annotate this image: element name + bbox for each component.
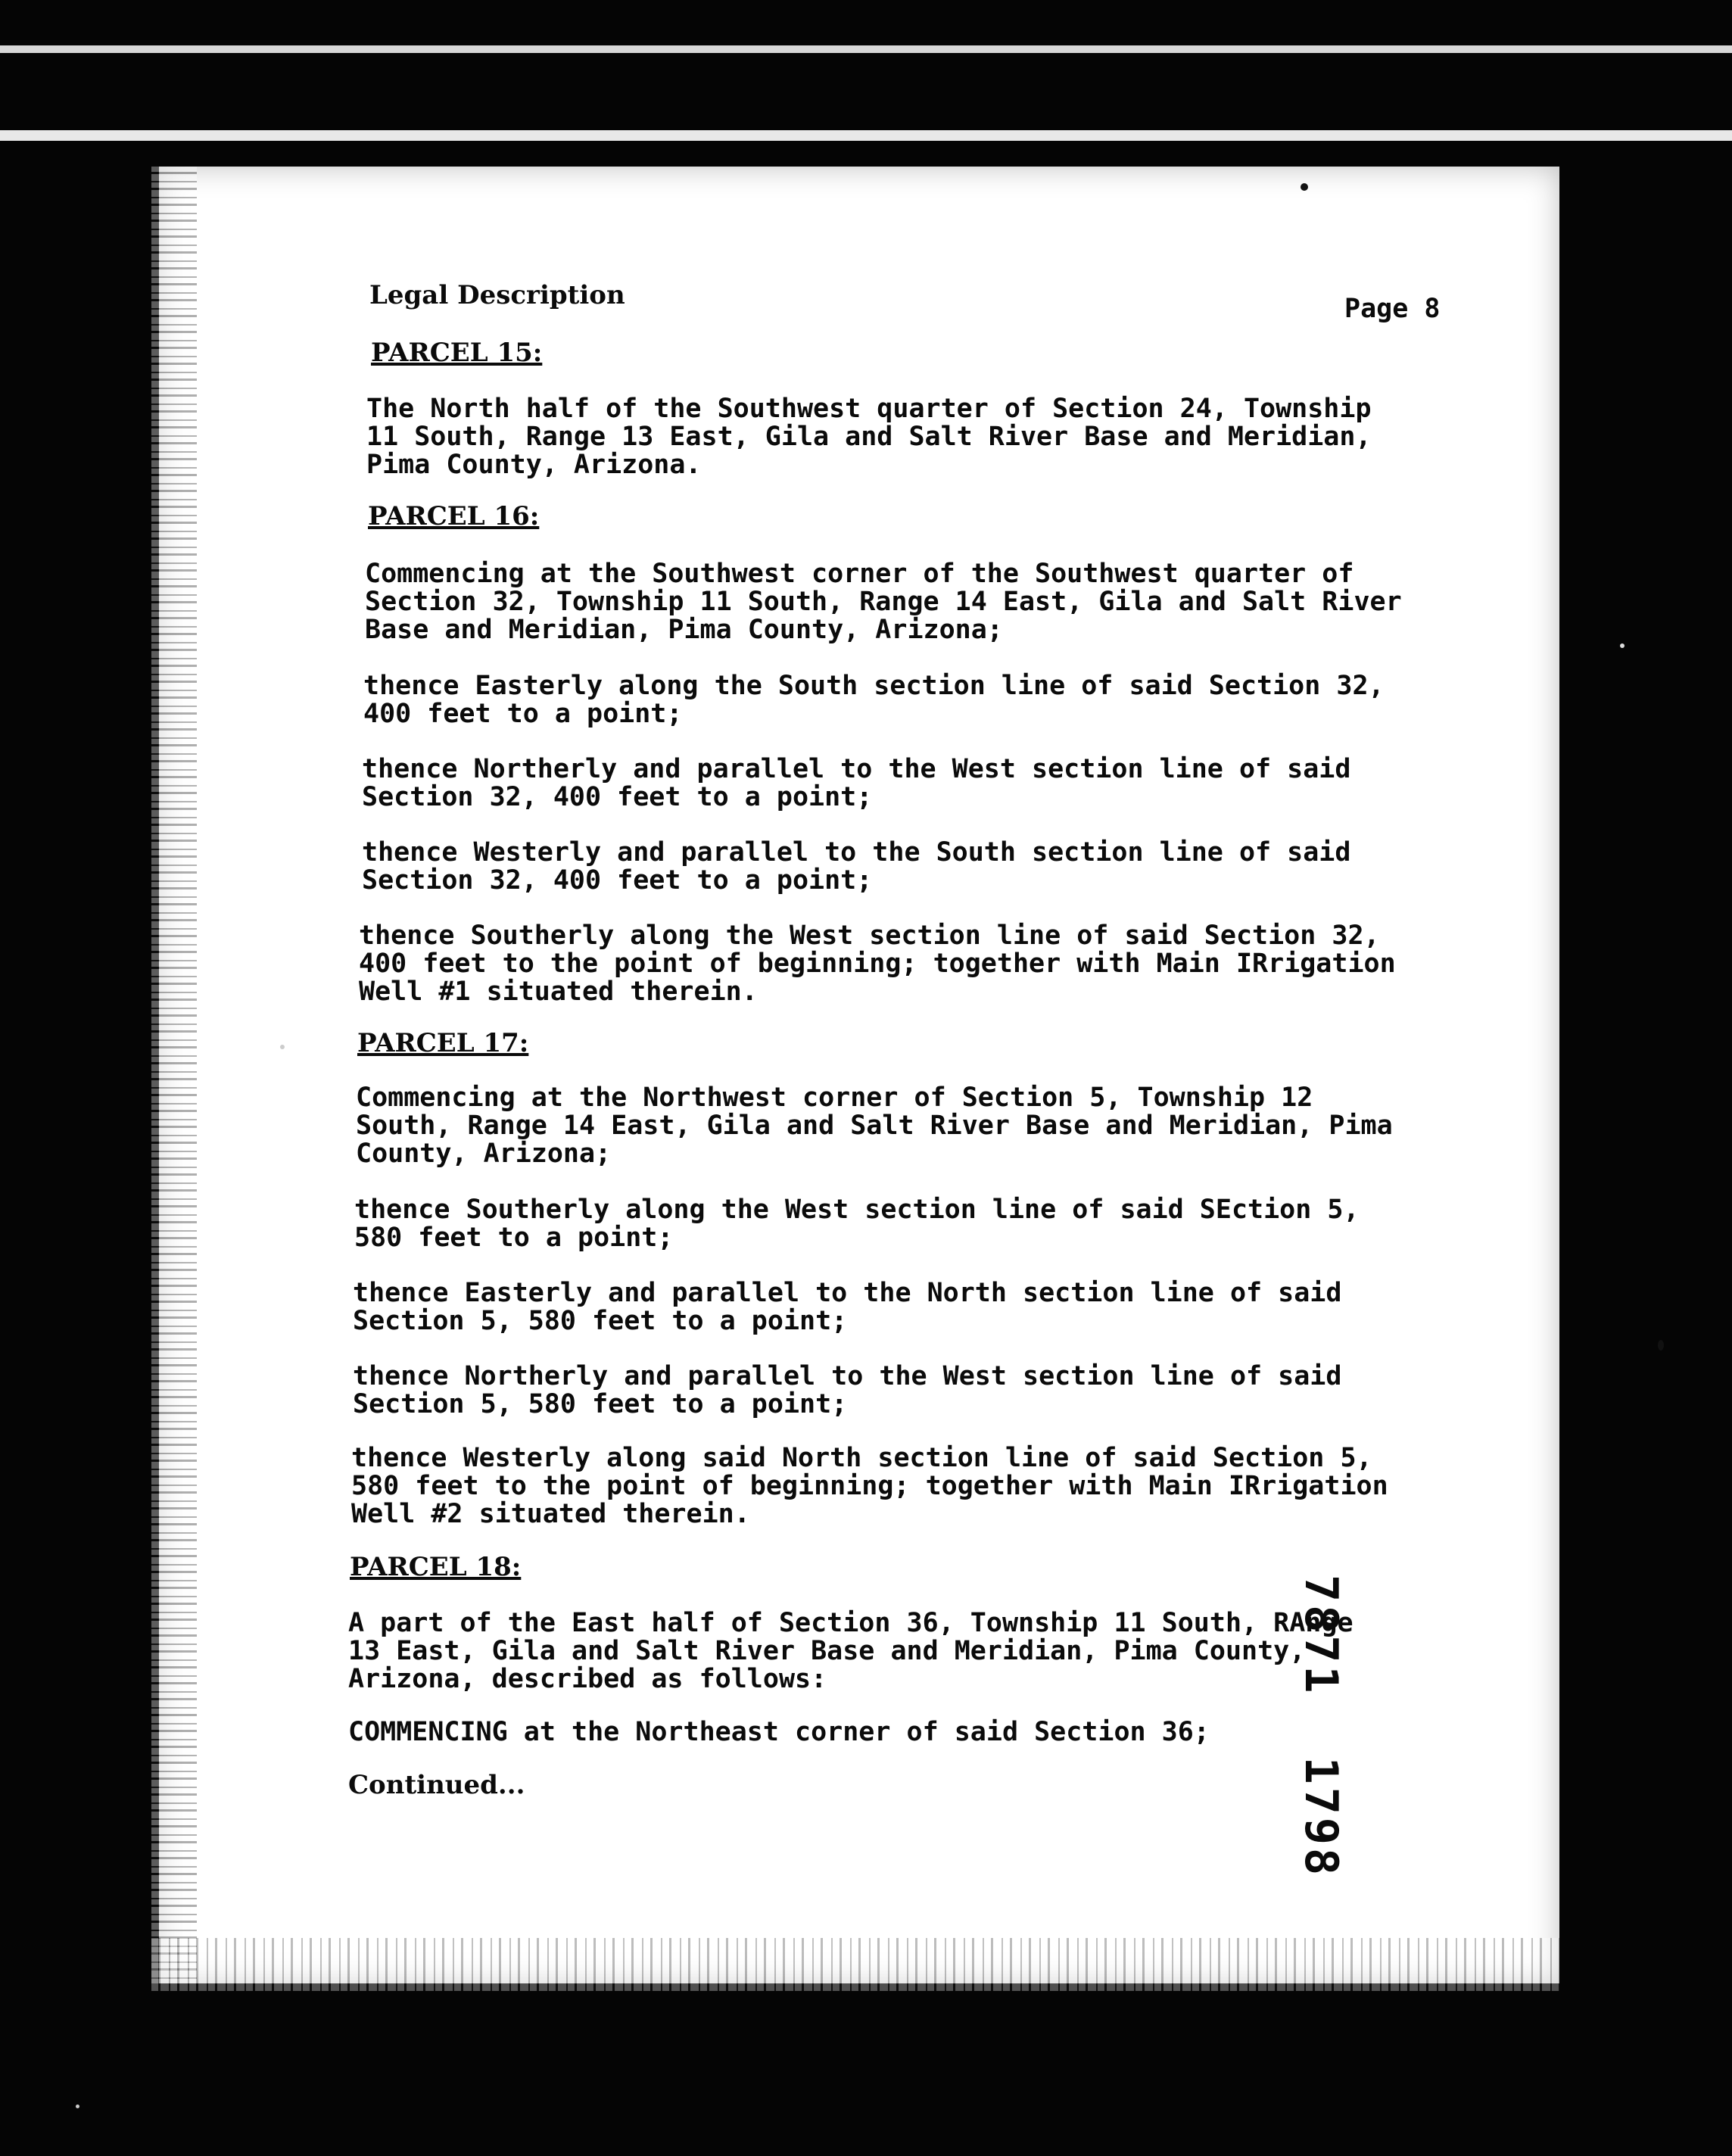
parcel-15-paragraph-1: The North half of the Southwest quarter of Section 24, Township 11 South, Range 13 East, Gila and Salt River Base and Meridian, Pima County, Arizona. [366,394,1372,480]
page-number: Page 8 [1344,294,1441,324]
parcel-16-paragraph-5: thence Southerly along the West section line of said Section 32, 400 feet to the point of beginning; together with Main IRrigation Well #1 situated therein. [359,921,1396,1007]
parcel-16-paragraph-2: thence Easterly along the South section line of said Section 32, 400 feet to a point; [363,671,1385,729]
scan-speck [1620,643,1625,648]
parcel-16-paragraph-3: thence Northerly and parallel to the West section line of said Section 32, 400 feet to a point; [362,754,1351,812]
parcel-16-paragraph-1: Commencing at the Southwest corner of the Southwest quarter of Section 32, Township 11 South, Range 14 East, Gila and Salt River Base and Meridian, Pima County, Arizona; [365,559,1402,645]
scan-border-top [0,45,1732,53]
scan-border-top-2 [0,130,1732,141]
page-edge-noise-bottom [151,1938,1559,1991]
parcel-17-paragraph-4: thence Northerly and parallel to the West section line of said Section 5, 580 feet to a point; [353,1361,1342,1419]
parcel-17-paragraph-3: thence Easterly and parallel to the North section line of said Section 5, 580 feet to a point; [353,1278,1342,1336]
document-title: Legal Description [369,280,625,310]
parcel-17-paragraph-1: Commencing at the Northwest corner of Section 5, Township 12 South, Range 14 East, Gila and Salt River Base and Meridian, Pima County, Arizona; [356,1083,1393,1169]
parcel-17-heading: PARCEL 17: [357,1028,529,1058]
parcel-18-paragraph-1: A part of the East half of Section 36, Township 11 South, RAnge 13 East, Gila and Salt River Base and Meridian, Pima County, Arizona, described as follows: [348,1608,1354,1694]
continued-label: Continued... [348,1770,525,1800]
parcel-18-heading: PARCEL 18: [350,1552,522,1582]
scan-speck [1658,1340,1664,1351]
parcel-18-paragraph-2: COMMENCING at the Northeast corner of said Section 36; [348,1717,1210,1747]
parcel-15-heading: PARCEL 15: [371,338,543,368]
scan-speck [1301,183,1308,191]
parcel-17-paragraph-5: thence Westerly along said North section line of said Section 5, 580 feet to the point of beginning; together with Main IRrigation Well #2 situated therein. [351,1443,1388,1529]
scan-speck [280,1045,285,1049]
parcel-17-paragraph-2: thence Southerly along the West section line of said SEction 5, 580 feet to a point; [354,1195,1360,1253]
parcel-16-paragraph-4: thence Westerly and parallel to the South section line of said Section 32, 400 feet to a point; [362,837,1351,896]
page-edge-noise-left [151,167,197,1983]
parcel-16-heading: PARCEL 16: [368,501,540,531]
recording-stamp-number: 7871 1798 [1294,1575,1347,1879]
scan-speck [76,2105,79,2108]
